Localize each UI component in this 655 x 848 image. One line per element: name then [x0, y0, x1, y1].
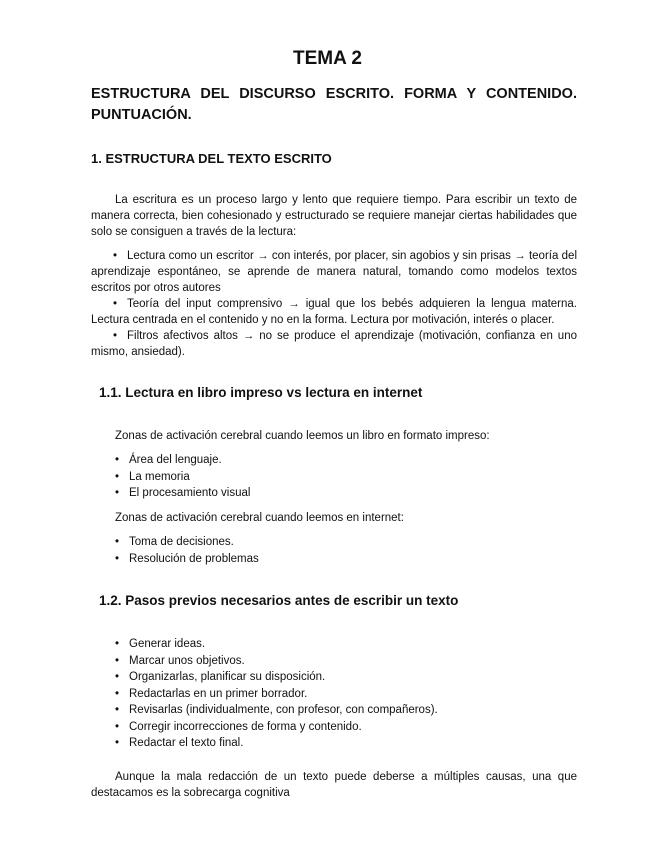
closing-paragraph: Aunque la mala redacción de un texto puede deberse a múltiples causas, una que destacamos es la sobrecarga cognitiva: [91, 771, 577, 799]
section-1-1-heading: 1.1. Lectura en libro impreso vs lectura en internet: [99, 385, 423, 400]
bullet-icon: •: [115, 704, 120, 716]
list-item-text: Filtros afectivos altos → no se produce el aprendizaje (motivación, confianza en uno mismo, ansiedad).: [91, 330, 577, 358]
bullet-icon: •: [115, 737, 120, 749]
list-item: [115, 686, 438, 703]
list-item: [115, 653, 438, 670]
list-item-text: Revisarlas (individualmente, con profesor, con compañeros).: [129, 704, 438, 716]
list-item: [91, 296, 577, 328]
list-item: [115, 735, 438, 752]
internet-intro: Zonas de activación cerebral cuando leemos en internet:: [115, 512, 404, 524]
list-item-text: Lectura como un escritor → con interés, por placer, sin agobios y sin prisas → teoría del aprendizaje espontáneo, se aprende de manera natural, tomando como modelos textos escritos por otros autores: [91, 250, 577, 294]
list-item: [115, 534, 259, 551]
list-item-text: Resolución de problemas: [129, 552, 259, 565]
bullet-icon: •: [113, 298, 118, 310]
list-item: [115, 551, 259, 568]
list-item-text: La memoria: [129, 470, 190, 483]
section-1-intro: La escritura es un proceso largo y lento que requiere tiempo. Para escribir un texto de manera correcta, bien cohesionado y estructurado se requiere manejar ciertas habilidades que solo se consiguen a través de la lectura:: [91, 194, 577, 238]
list-item-text: Toma de decisiones.: [129, 536, 234, 548]
printed-zones-list: [115, 452, 250, 502]
bullet-icon: •: [113, 330, 118, 342]
list-item-text: El procesamiento visual: [129, 487, 251, 499]
list-item-text: Teoría del input comprensivo → igual que los bebés adquieren la lengua materna. Lectura centrada en el contenido y no en la forma. Lectura por motivación, interés o placer.: [91, 298, 577, 326]
bullet-icon: •: [115, 536, 120, 548]
section-1-bullet-list: [91, 248, 577, 360]
list-item: [91, 248, 577, 296]
bullet-icon: •: [115, 671, 120, 683]
bullet-icon: •: [115, 552, 120, 565]
list-item: [115, 469, 250, 486]
internet-zones-list: [115, 534, 259, 567]
list-item-text: Organizarlas, planificar su disposición.: [129, 671, 326, 683]
list-item-text: Generar ideas.: [129, 638, 206, 650]
bullet-icon: •: [115, 654, 120, 667]
list-item: [115, 669, 438, 686]
list-item-text: Marcar unos objetivos.: [129, 654, 245, 667]
bullet-icon: •: [115, 487, 120, 499]
page-title: TEMA 2: [293, 48, 362, 69]
bullet-icon: •: [115, 720, 120, 733]
list-item-text: Redactar el texto final.: [129, 737, 244, 749]
list-item: [115, 485, 250, 502]
list-item: [115, 636, 438, 653]
printed-intro: Zonas de activación cerebral cuando leemos un libro en formato impreso:: [115, 430, 490, 442]
list-item: [115, 719, 438, 736]
bullet-icon: •: [113, 250, 118, 262]
list-item: [91, 328, 577, 360]
writing-steps-list: [115, 636, 438, 752]
bullet-icon: •: [115, 687, 120, 700]
list-item: [115, 702, 438, 719]
list-item-text: Corregir incorrecciones de forma y contenido.: [129, 720, 362, 733]
list-item: [115, 452, 250, 469]
section-1-heading: 1. ESTRUCTURA DEL TEXTO ESCRITO: [91, 151, 332, 166]
document-subtitle: ESTRUCTURA DEL DISCURSO ESCRITO. FORMA Y CONTENIDO. PUNTUACIÓN.: [91, 86, 577, 123]
bullet-icon: •: [115, 638, 120, 650]
bullet-icon: •: [115, 470, 120, 483]
bullet-icon: •: [115, 454, 120, 466]
list-item-text: Redactarlas en un primer borrador.: [129, 687, 308, 700]
list-item-text: Área del lenguaje.: [129, 454, 222, 466]
section-1-2-heading: 1.2. Pasos previos necesarios antes de escribir un texto: [99, 593, 459, 608]
